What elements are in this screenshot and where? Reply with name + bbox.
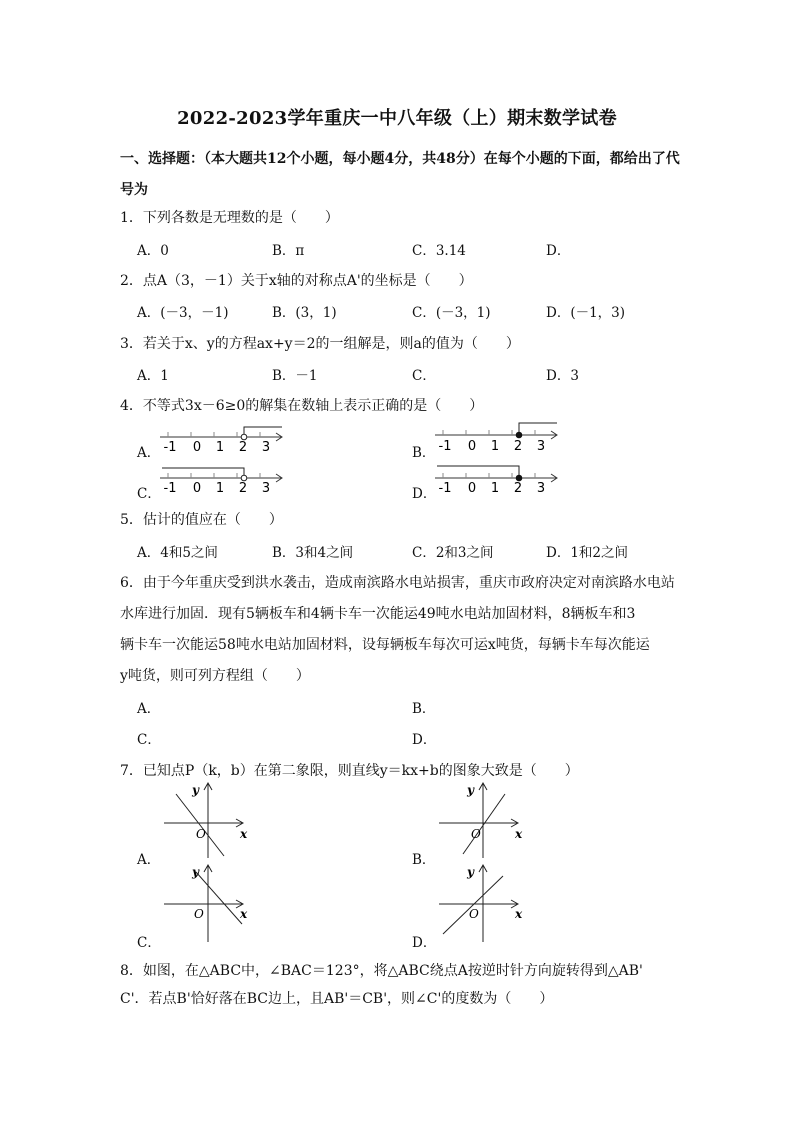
tick-label: 1 (215, 440, 225, 455)
q7-option-a[interactable]: A． (137, 852, 161, 868)
q4-option-b[interactable]: B． (412, 445, 436, 461)
tick-label: -1 (163, 440, 177, 455)
question-6-line-4: y吨货，则可列方程组（ ） (120, 668, 310, 684)
q3-option-a[interactable]: A．1 (137, 368, 169, 384)
tick-label: -1 (438, 481, 452, 496)
svg-text:O: O (471, 827, 481, 841)
svg-text:x: x (515, 907, 523, 921)
question-7-stem: 7．已知点P（k，b）在第二象限，则直线y＝kx+b的图象大致是（ ） (120, 763, 579, 779)
section-heading: 一、选择题：（本大题共12个小题，每小题4分，共48分）在每个小题的下面，都给出了代号为 (120, 151, 680, 198)
question-6-line-1: 6．由于今年重庆受到洪水袭击，造成南滨路水电站损害，重庆市政府决定对南滨路水电站 (120, 575, 675, 591)
question-1-stem: 1．下列各数是无理数的是（ ） (120, 210, 339, 226)
svg-text:x: x (240, 827, 248, 841)
graph-b (435, 780, 530, 860)
tick-label: 1 (490, 481, 500, 496)
tick-label: 2 (238, 481, 248, 496)
q5-option-b[interactable]: B．3和4之间 (272, 545, 354, 561)
q2-option-b[interactable]: B．(3，1) (272, 305, 337, 321)
tick-label: 2 (513, 439, 523, 454)
graph-c (160, 862, 255, 944)
tick-label: 0 (467, 439, 477, 454)
q4-option-c[interactable]: C． (137, 486, 161, 502)
svg-text:O: O (196, 827, 206, 841)
q4-option-a[interactable]: A． (137, 445, 161, 461)
tick-label: 3 (261, 440, 271, 455)
svg-text:O: O (469, 907, 479, 921)
graph-a (160, 780, 255, 860)
q6-option-a[interactable]: A． (137, 701, 161, 717)
question-8-line-2: C'．若点B'恰好落在BC边上，且AB'＝CB'，则∠C'的度数为（ ） (120, 991, 554, 1007)
q4-option-d[interactable]: D． (412, 486, 437, 502)
question-3-stem: 3．若关于x、y的方程ax+y＝2的一组解是，则a的值为（ ） (120, 336, 520, 352)
tick-label: 2 (513, 481, 523, 496)
number-line-c (158, 461, 288, 497)
question-6-line-3: 辆卡车一次能运58吨水电站加固材料，设每辆板车每次可运x吨货，每辆卡车每次能运 (120, 637, 650, 653)
q7-option-d[interactable]: D． (412, 935, 437, 951)
question-4-stem: 4．不等式3x－6≥0的解集在数轴上表示正确的是（ ） (120, 398, 484, 414)
q5-option-d[interactable]: D．1和2之间 (546, 545, 629, 561)
graph-d (435, 862, 530, 944)
number-line-b (433, 418, 563, 454)
question-2-stem: 2．点A（3，－1）关于x轴的对称点A'的坐标是（ ） (120, 273, 473, 289)
q1-option-a[interactable]: A．0 (137, 243, 169, 259)
q3-option-d[interactable]: D．3 (546, 368, 579, 384)
question-8-line-1: 8．如图，在△ABC中，∠BAC＝123°，将△ABC绕点A按逆时针方向旋转得到△AB' (120, 963, 643, 979)
tick-label: 3 (261, 481, 271, 496)
number-line-a (158, 420, 288, 456)
q5-option-a[interactable]: A．4和5之间 (137, 545, 218, 561)
tick-label: 0 (192, 440, 202, 455)
tick-label: 2 (238, 440, 248, 455)
exam-title: 2022-2023学年重庆一中八年级（上）期末数学试卷 (177, 108, 617, 129)
tick-label: -1 (438, 439, 452, 454)
q2-option-d[interactable]: D．(－1，3) (546, 305, 626, 321)
q7-option-b[interactable]: B． (412, 852, 436, 868)
tick-label: 1 (490, 439, 500, 454)
question-6-line-2: 水库进行加固．现有5辆板车和4辆卡车一次能运49吨水电站加固材料，8辆板车和3 (120, 606, 636, 622)
svg-text:y: y (467, 865, 474, 879)
q2-option-c[interactable]: C．(－3，1) (412, 305, 491, 321)
q3-option-b[interactable]: B．－1 (272, 368, 318, 384)
question-5-stem: 5．估计的值应在（ ） (120, 512, 283, 528)
q1-option-d[interactable]: D． (546, 243, 571, 259)
q2-option-a[interactable]: A．(－3，－1) (137, 305, 229, 321)
svg-text:y: y (467, 783, 474, 797)
q6-option-b[interactable]: B． (412, 701, 436, 717)
number-line-d (433, 461, 563, 497)
tick-label: 3 (536, 439, 546, 454)
q3-option-c[interactable]: C． (412, 368, 436, 384)
tick-label: 0 (192, 481, 202, 496)
q1-option-b[interactable]: B．π (272, 243, 305, 259)
q6-option-c[interactable]: C． (137, 732, 161, 748)
tick-label: 3 (536, 481, 546, 496)
tick-label: 0 (467, 481, 477, 496)
q1-option-c[interactable]: C．3.14 (412, 243, 466, 259)
svg-text:y: y (192, 865, 199, 879)
q6-option-d[interactable]: D． (412, 732, 437, 748)
tick-label: -1 (163, 481, 177, 496)
svg-text:O: O (194, 907, 204, 921)
svg-text:x: x (240, 907, 248, 921)
q5-option-c[interactable]: C．2和3之间 (412, 545, 494, 561)
q7-option-c[interactable]: C． (137, 935, 161, 951)
svg-text:x: x (515, 827, 523, 841)
svg-text:y: y (192, 783, 199, 797)
tick-label: 1 (215, 481, 225, 496)
